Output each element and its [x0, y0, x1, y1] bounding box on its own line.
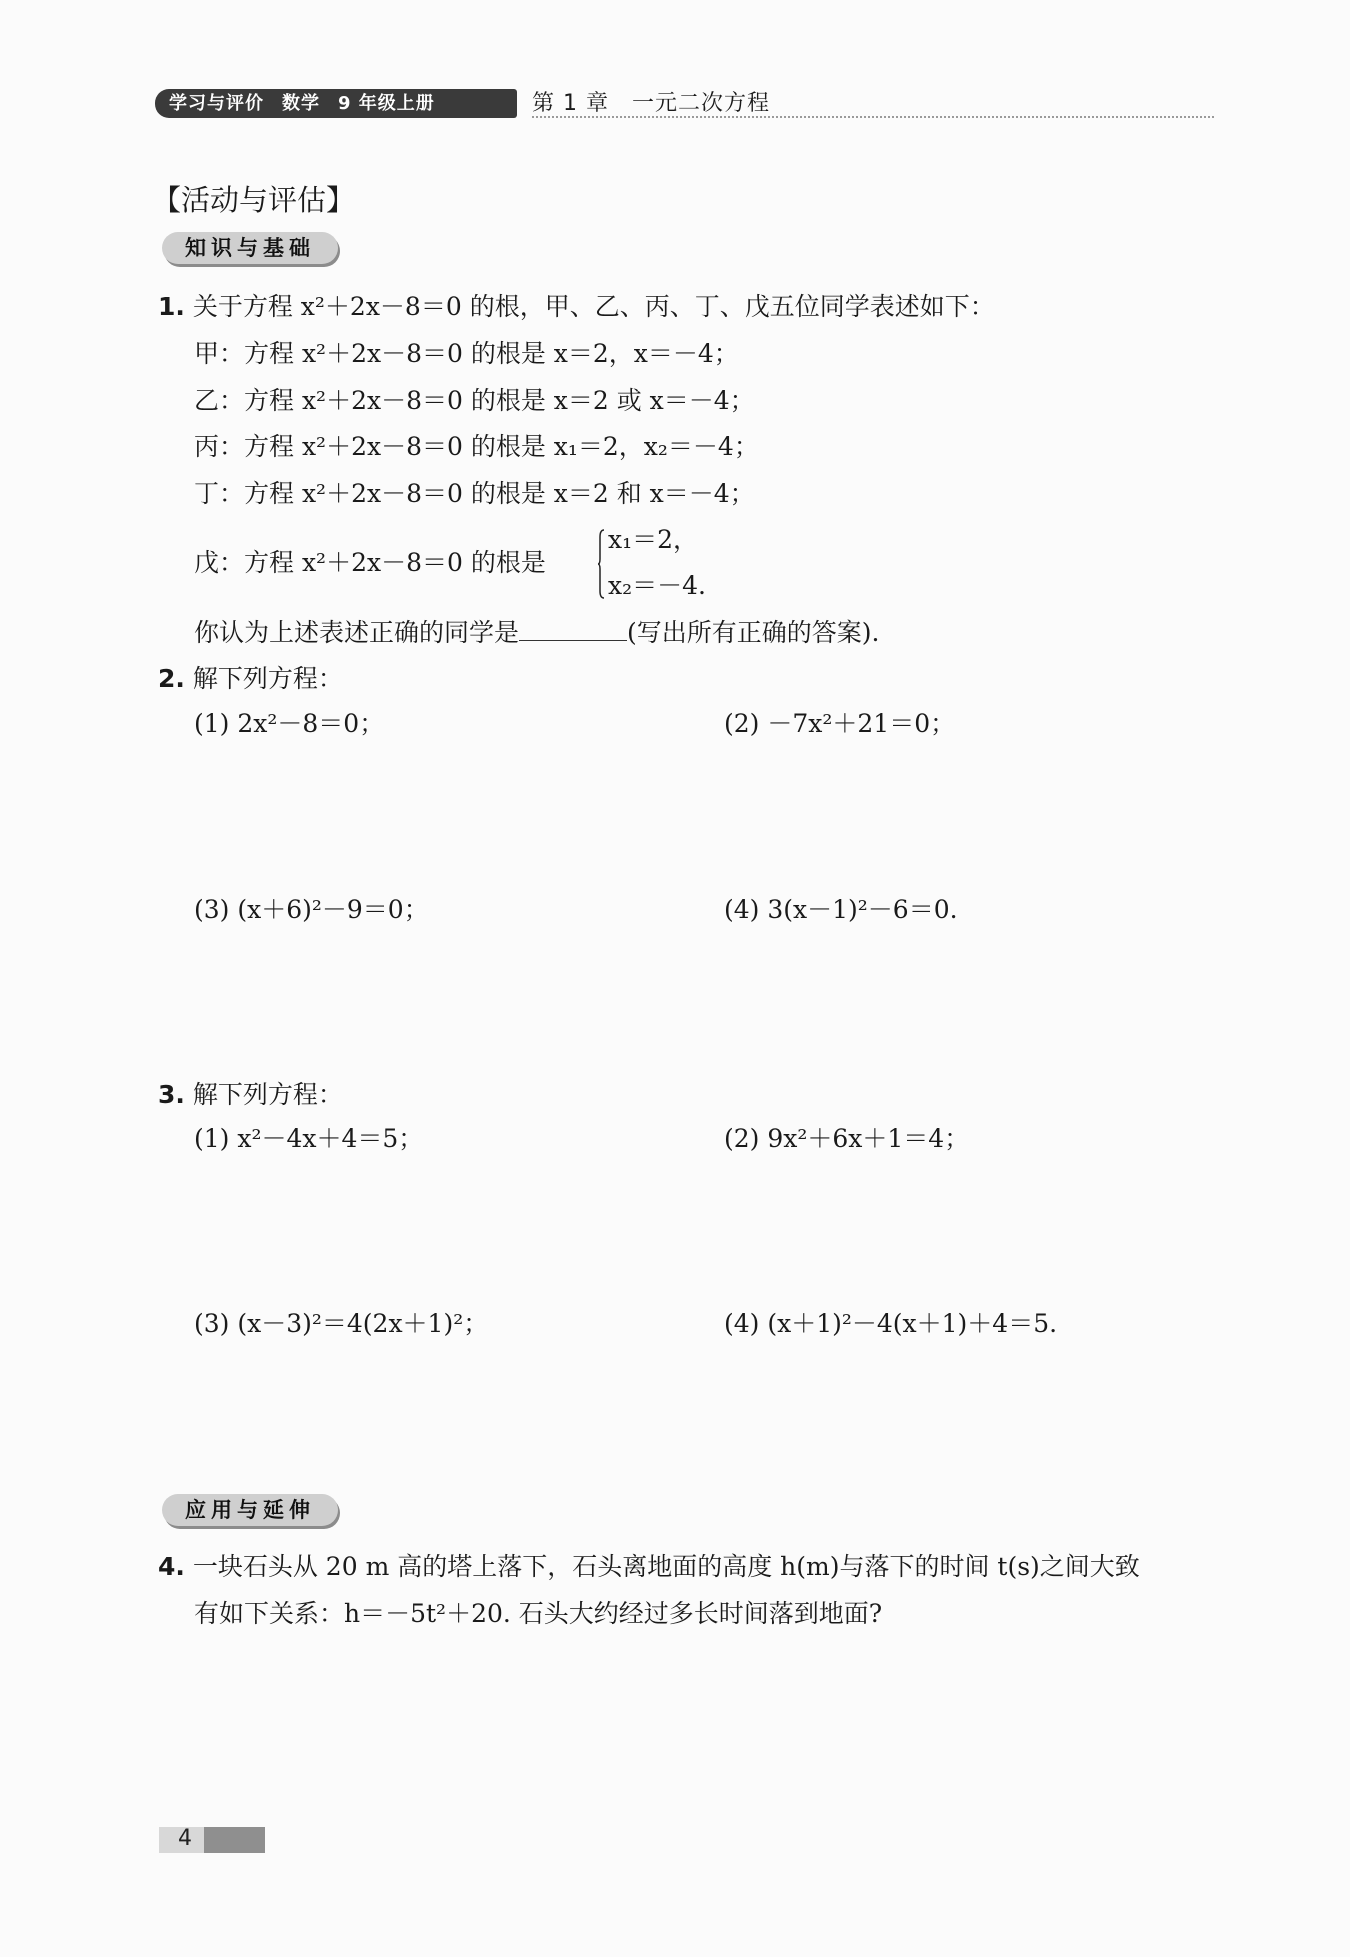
q1-jia: 甲：方程 x²＋2x－8＝0 的根是 x＝2，x＝－4； — [194, 339, 739, 368]
q2-part1: (1) 2x²－8＝0； — [194, 709, 385, 738]
q3-stem-line — [158, 1078, 343, 1112]
header-divider — [532, 116, 1214, 118]
q1-wu-line1: x₁＝2， — [608, 525, 699, 554]
q2-part3: (3) (x＋6)²－9＝0； — [194, 895, 429, 924]
q1-wu-line2: x₂＝－4. — [608, 571, 706, 600]
q2-part4: (4) 3(x－1)²－6＝0. — [724, 895, 958, 924]
q3-number: 3. — [158, 1080, 185, 1109]
page-number: 4 — [178, 1826, 192, 1851]
q1-answer-suffix: (写出所有正确的答案). — [627, 618, 880, 647]
header-subject: 数学 — [282, 93, 320, 114]
q2-number: 2. — [158, 664, 185, 693]
system-brace — [598, 529, 604, 599]
q1-number: 1. — [158, 292, 185, 321]
q1-stem-line — [158, 290, 995, 324]
q1-ding: 丁：方程 x²＋2x－8＝0 的根是 x＝2 和 x＝－4； — [194, 479, 755, 508]
q2-part2: (2) －7x²＋21＝0； — [724, 709, 956, 738]
q4-text-line1: 一块石头从 20 m 高的塔上落下，石头离地面的高度 h(m)与落下的时间 t(s)之间大致 — [192, 1552, 1140, 1581]
header-grade: 9 年级上册 — [338, 93, 435, 114]
q3-part2: (2) 9x²＋6x＋1＝4； — [724, 1124, 970, 1153]
q1-answer-blank[interactable] — [519, 618, 627, 641]
header-book-tag — [155, 89, 517, 118]
q2-stem-line — [158, 662, 343, 696]
q4-number: 4. — [158, 1552, 185, 1581]
q3-stem: 解下列方程： — [192, 1080, 343, 1109]
header-book-name: 学习与评价 — [169, 93, 264, 114]
q1-stem: 关于方程 x²＋2x－8＝0 的根，甲、乙、丙、丁、戊五位同学表述如下： — [192, 292, 995, 321]
q1-bing: 丙：方程 x²＋2x－8＝0 的根是 x₁＝2，x₂＝－4； — [194, 432, 759, 461]
header-chapter: 第 1 章 一元二次方程 — [532, 91, 770, 116]
section-pill-knowledge: 知识与基础 — [162, 232, 338, 264]
q3-part1: (1) x²－4x＋4＝5； — [194, 1124, 424, 1153]
q1-answer-prefix: 你认为上述表述正确的同学是 — [194, 618, 520, 647]
q1-answer-line — [194, 616, 879, 650]
section-title: 【活动与评估】 — [152, 183, 356, 217]
q3-part3: (3) (x－3)²＝4(2x＋1)²； — [194, 1309, 489, 1338]
q4-text-line2: 有如下关系：h＝－5t²＋20. 石头大约经过多长时间落到地面? — [194, 1599, 883, 1628]
q2-stem: 解下列方程： — [192, 664, 343, 693]
q4-line1 — [158, 1550, 1140, 1584]
q1-yi: 乙：方程 x²＋2x－8＝0 的根是 x＝2 或 x＝－4； — [194, 386, 755, 415]
q3-part4: (4) (x＋1)²－4(x＋1)＋4＝5. — [724, 1309, 1058, 1338]
section-pill-application: 应用与延伸 — [162, 1494, 338, 1526]
page-number-box — [159, 1827, 265, 1853]
q1-wu-prefix: 戊：方程 x²＋2x－8＝0 的根是 — [194, 548, 546, 577]
